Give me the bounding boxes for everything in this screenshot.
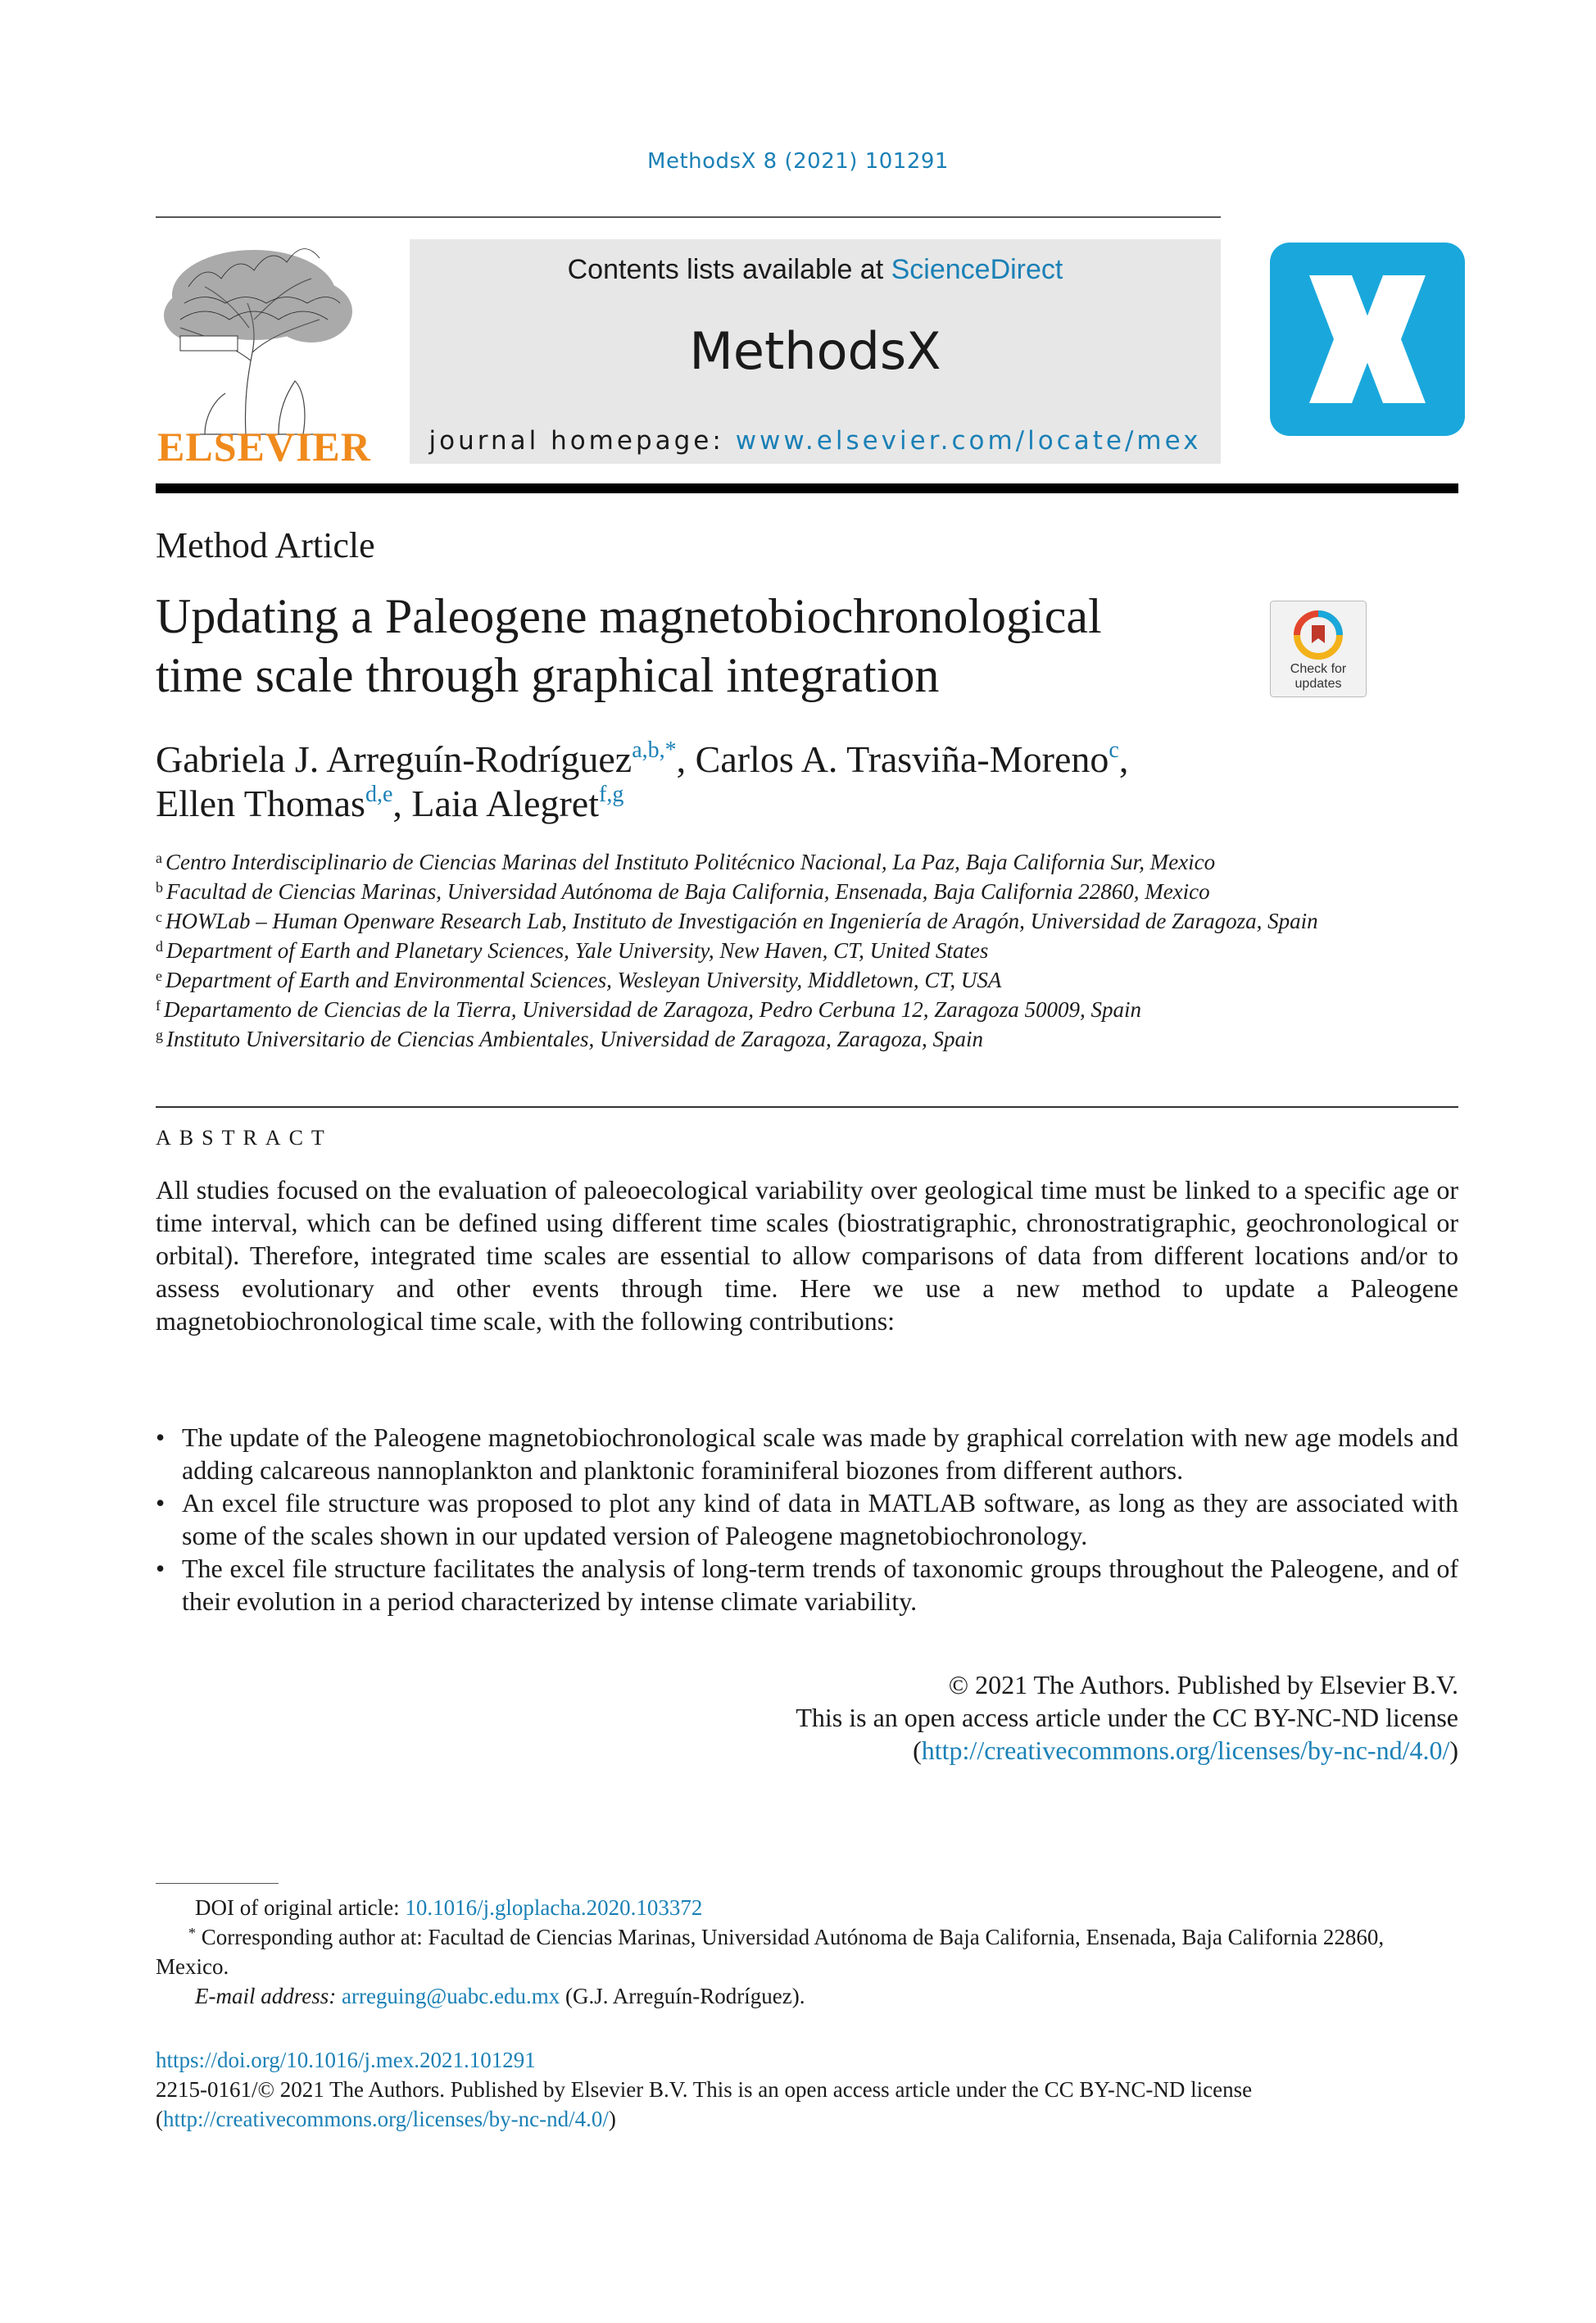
homepage-line xyxy=(410,426,1221,456)
bullet-dot-icon: • xyxy=(156,1554,165,1583)
issn-text: 2215-0161/© 2021 The Authors. Published by Elsevier B.V. This is an open access article under the CC BY-NC-ND license xyxy=(156,2077,1253,2102)
email-footnote xyxy=(156,1981,1458,2011)
bullet-text: The update of the Paleogene magnetobiochronological scale was made by graphical correlation with new age models and adding calcareous nannoplankton and planktonic foraminiferal biozones from different authors. xyxy=(182,1422,1458,1485)
bullet-text: The excel file structure facilitates the analysis of long-term trends of taxonomic groups throughout the Paleogene, and of their evolution in a period characterized by intense climate variability. xyxy=(182,1554,1458,1616)
affiliation-mark: a xyxy=(156,850,162,866)
footnote-rule xyxy=(156,1883,279,1884)
contents-prefix: Contents lists available at xyxy=(567,254,891,285)
journal-reference[interactable]: MethodsX 8 (2021) 101291 xyxy=(647,149,949,174)
affiliation-text: Department of Earth and Planetary Sciences, Yale University, New Haven, CT, United States xyxy=(166,938,989,963)
doi-label: DOI of original article: xyxy=(195,1895,406,1920)
copyright-block xyxy=(639,1668,1458,1767)
doi-block xyxy=(156,2045,1458,2134)
corresponding-author-footnote xyxy=(156,1922,1458,1981)
issn-license-line: (http://creativecommons.org/licenses/by-nc-nd/4.0/) xyxy=(156,2107,616,2131)
methodsx-logo xyxy=(1270,243,1465,436)
author-affiliation-marks[interactable]: c xyxy=(1109,737,1119,763)
affiliation-item xyxy=(156,1024,1434,1054)
affiliation-mark: e xyxy=(156,968,162,984)
author-list xyxy=(156,737,1434,826)
affiliation-mark: f xyxy=(156,997,161,1014)
bullet-dot-icon: • xyxy=(156,1488,165,1518)
contribution-bullets xyxy=(156,1421,1458,1617)
author-line-2 xyxy=(156,782,1434,826)
doi-original-link[interactable]: 10.1016/j.gloplacha.2020.103372 xyxy=(405,1895,703,1920)
footnotes xyxy=(156,1893,1458,2011)
affiliation-text: HOWLab – Human Openware Research Lab, Instituto de Investigación en Ingeniería de Aragón, Universidad de Zaragoza, Spain xyxy=(165,909,1318,933)
journal-masthead xyxy=(410,239,1221,464)
contents-line xyxy=(410,254,1221,286)
header-thick-rule xyxy=(156,483,1458,493)
abstract-divider xyxy=(156,1106,1458,1108)
affiliation-mark: b xyxy=(156,879,163,896)
check-updates-line1: Check for xyxy=(1290,662,1347,676)
affiliation-item xyxy=(156,906,1434,936)
bullet-item xyxy=(156,1421,1458,1486)
author-affiliation-marks[interactable]: f,g xyxy=(599,782,624,807)
corresponding-mark: * xyxy=(188,1925,196,1941)
author-separator: , xyxy=(1118,738,1129,780)
affiliation-item xyxy=(156,965,1434,995)
copyright-line-2: This is an open access article under the CC BY-NC-ND license xyxy=(796,1703,1458,1732)
issn-license-link[interactable]: http://creativecommons.org/licenses/by-nc-nd/4.0/ xyxy=(163,2107,609,2131)
article-title xyxy=(156,587,1221,705)
affiliation-text: Departamento de Ciencias de la Tierra, Universidad de Zaragoza, Pedro Cerbuna 12, Zaragoza 50009, Spain xyxy=(164,997,1141,1022)
copyright-line-1: © 2021 The Authors. Published by Elsevier B.V. xyxy=(948,1670,1458,1699)
license-link[interactable]: http://creativecommons.org/licenses/by-nc-nd/4.0/ xyxy=(921,1735,1450,1765)
affiliation-item xyxy=(156,936,1434,965)
affiliation-text: Instituto Universitario de Ciencias Ambientales, Universidad de Zaragoza, Zaragoza, Spain xyxy=(166,1027,983,1051)
homepage-prefix: journal homepage: xyxy=(428,426,736,456)
top-divider xyxy=(156,216,1221,218)
journal-name: MethodsX xyxy=(689,321,941,381)
affiliation-item xyxy=(156,995,1434,1024)
title-line-2: time scale through graphical integration xyxy=(156,648,940,702)
title-line-1: Updating a Paleogene magnetobiochronological xyxy=(156,589,1102,643)
bullet-item xyxy=(156,1486,1458,1552)
check-updates-line2: updates xyxy=(1294,677,1342,691)
abstract-heading: ABSTRACT xyxy=(156,1126,333,1150)
affiliation-mark: c xyxy=(156,909,162,925)
article-type: Method Article xyxy=(156,525,375,565)
abstract-body: All studies focused on the evaluation of paleoecological variability over geological time must be linked to a specific age or time interval, which can be defined using different time scales (biostratigraphic, chronostratigraphic, geochronological or orbital). Therefore, integrated time scales are essential to allow comparisons of data from different locations and/or to assess evolutionary and other events through time. Here we use a new method to update a Paleogene magnetobiochronological time scale, with the following contributions: xyxy=(156,1175,1458,1336)
affiliation-mark: d xyxy=(156,938,163,955)
author-name: Carlos A. Trasviña-Moreno xyxy=(695,738,1109,780)
email-link[interactable]: arreguing@uabc.edu.mx xyxy=(341,1984,560,2008)
author-separator: , xyxy=(676,738,696,780)
affiliation-text: Facultad de Ciencias Marinas, Universidad Autónoma de Baja California, Ensenada, Baja California 22860, Mexico xyxy=(166,879,1210,904)
author-name: Gabriela J. Arreguín-Rodríguez xyxy=(156,738,633,780)
affiliation-list xyxy=(156,847,1434,1054)
affiliation-item xyxy=(156,877,1434,906)
email-label: E-mail address: xyxy=(195,1984,342,2008)
author-name: Ellen Thomas xyxy=(156,783,365,824)
affiliation-text: Centro Interdisciplinario de Ciencias Marinas del Instituto Politécnico Nacional, La Paz, Baja California Sur, Mexico xyxy=(165,850,1216,874)
author-affiliation-marks[interactable]: d,e xyxy=(365,782,393,807)
bullet-dot-icon: • xyxy=(156,1422,165,1452)
corresponding-text: Corresponding author at: Facultad de Ciencias Marinas, Universidad Autónoma de Baja California, Ensenada, Baja California 22860, Mexico. xyxy=(156,1925,1385,1979)
affiliation-item xyxy=(156,847,1434,877)
author-separator: , xyxy=(392,783,412,824)
sciencedirect-link[interactable]: ScienceDirect xyxy=(891,254,1063,285)
bullet-item xyxy=(156,1552,1458,1617)
check-for-updates-badge[interactable] xyxy=(1270,601,1367,697)
doi-original-footnote xyxy=(156,1893,1458,1922)
author-affiliation-marks[interactable]: a,b,* xyxy=(632,737,677,763)
email-owner: (G.J. Arreguín-Rodríguez). xyxy=(560,1984,805,2008)
author-name: Laia Alegret xyxy=(411,783,599,824)
bullet-text: An excel file structure was proposed to plot any kind of data in MATLAB software, as long as they are associated with some of the scales shown in our updated version of Paleogene magnetobiochronology. xyxy=(182,1488,1458,1550)
author-line-1 xyxy=(156,737,1434,782)
homepage-link[interactable]: www.elsevier.com/locate/mex xyxy=(735,426,1202,456)
affiliation-mark: g xyxy=(156,1027,163,1043)
copyright-line-3: (http://creativecommons.org/licenses/by-nc-nd/4.0/) xyxy=(913,1735,1458,1765)
article-doi-link[interactable]: https://doi.org/10.1016/j.mex.2021.101291 xyxy=(156,2048,536,2072)
elsevier-wordmark: ELSEVIER xyxy=(157,424,371,470)
affiliation-text: Department of Earth and Environmental Sciences, Wesleyan University, Middletown, CT, USA xyxy=(165,968,1002,992)
